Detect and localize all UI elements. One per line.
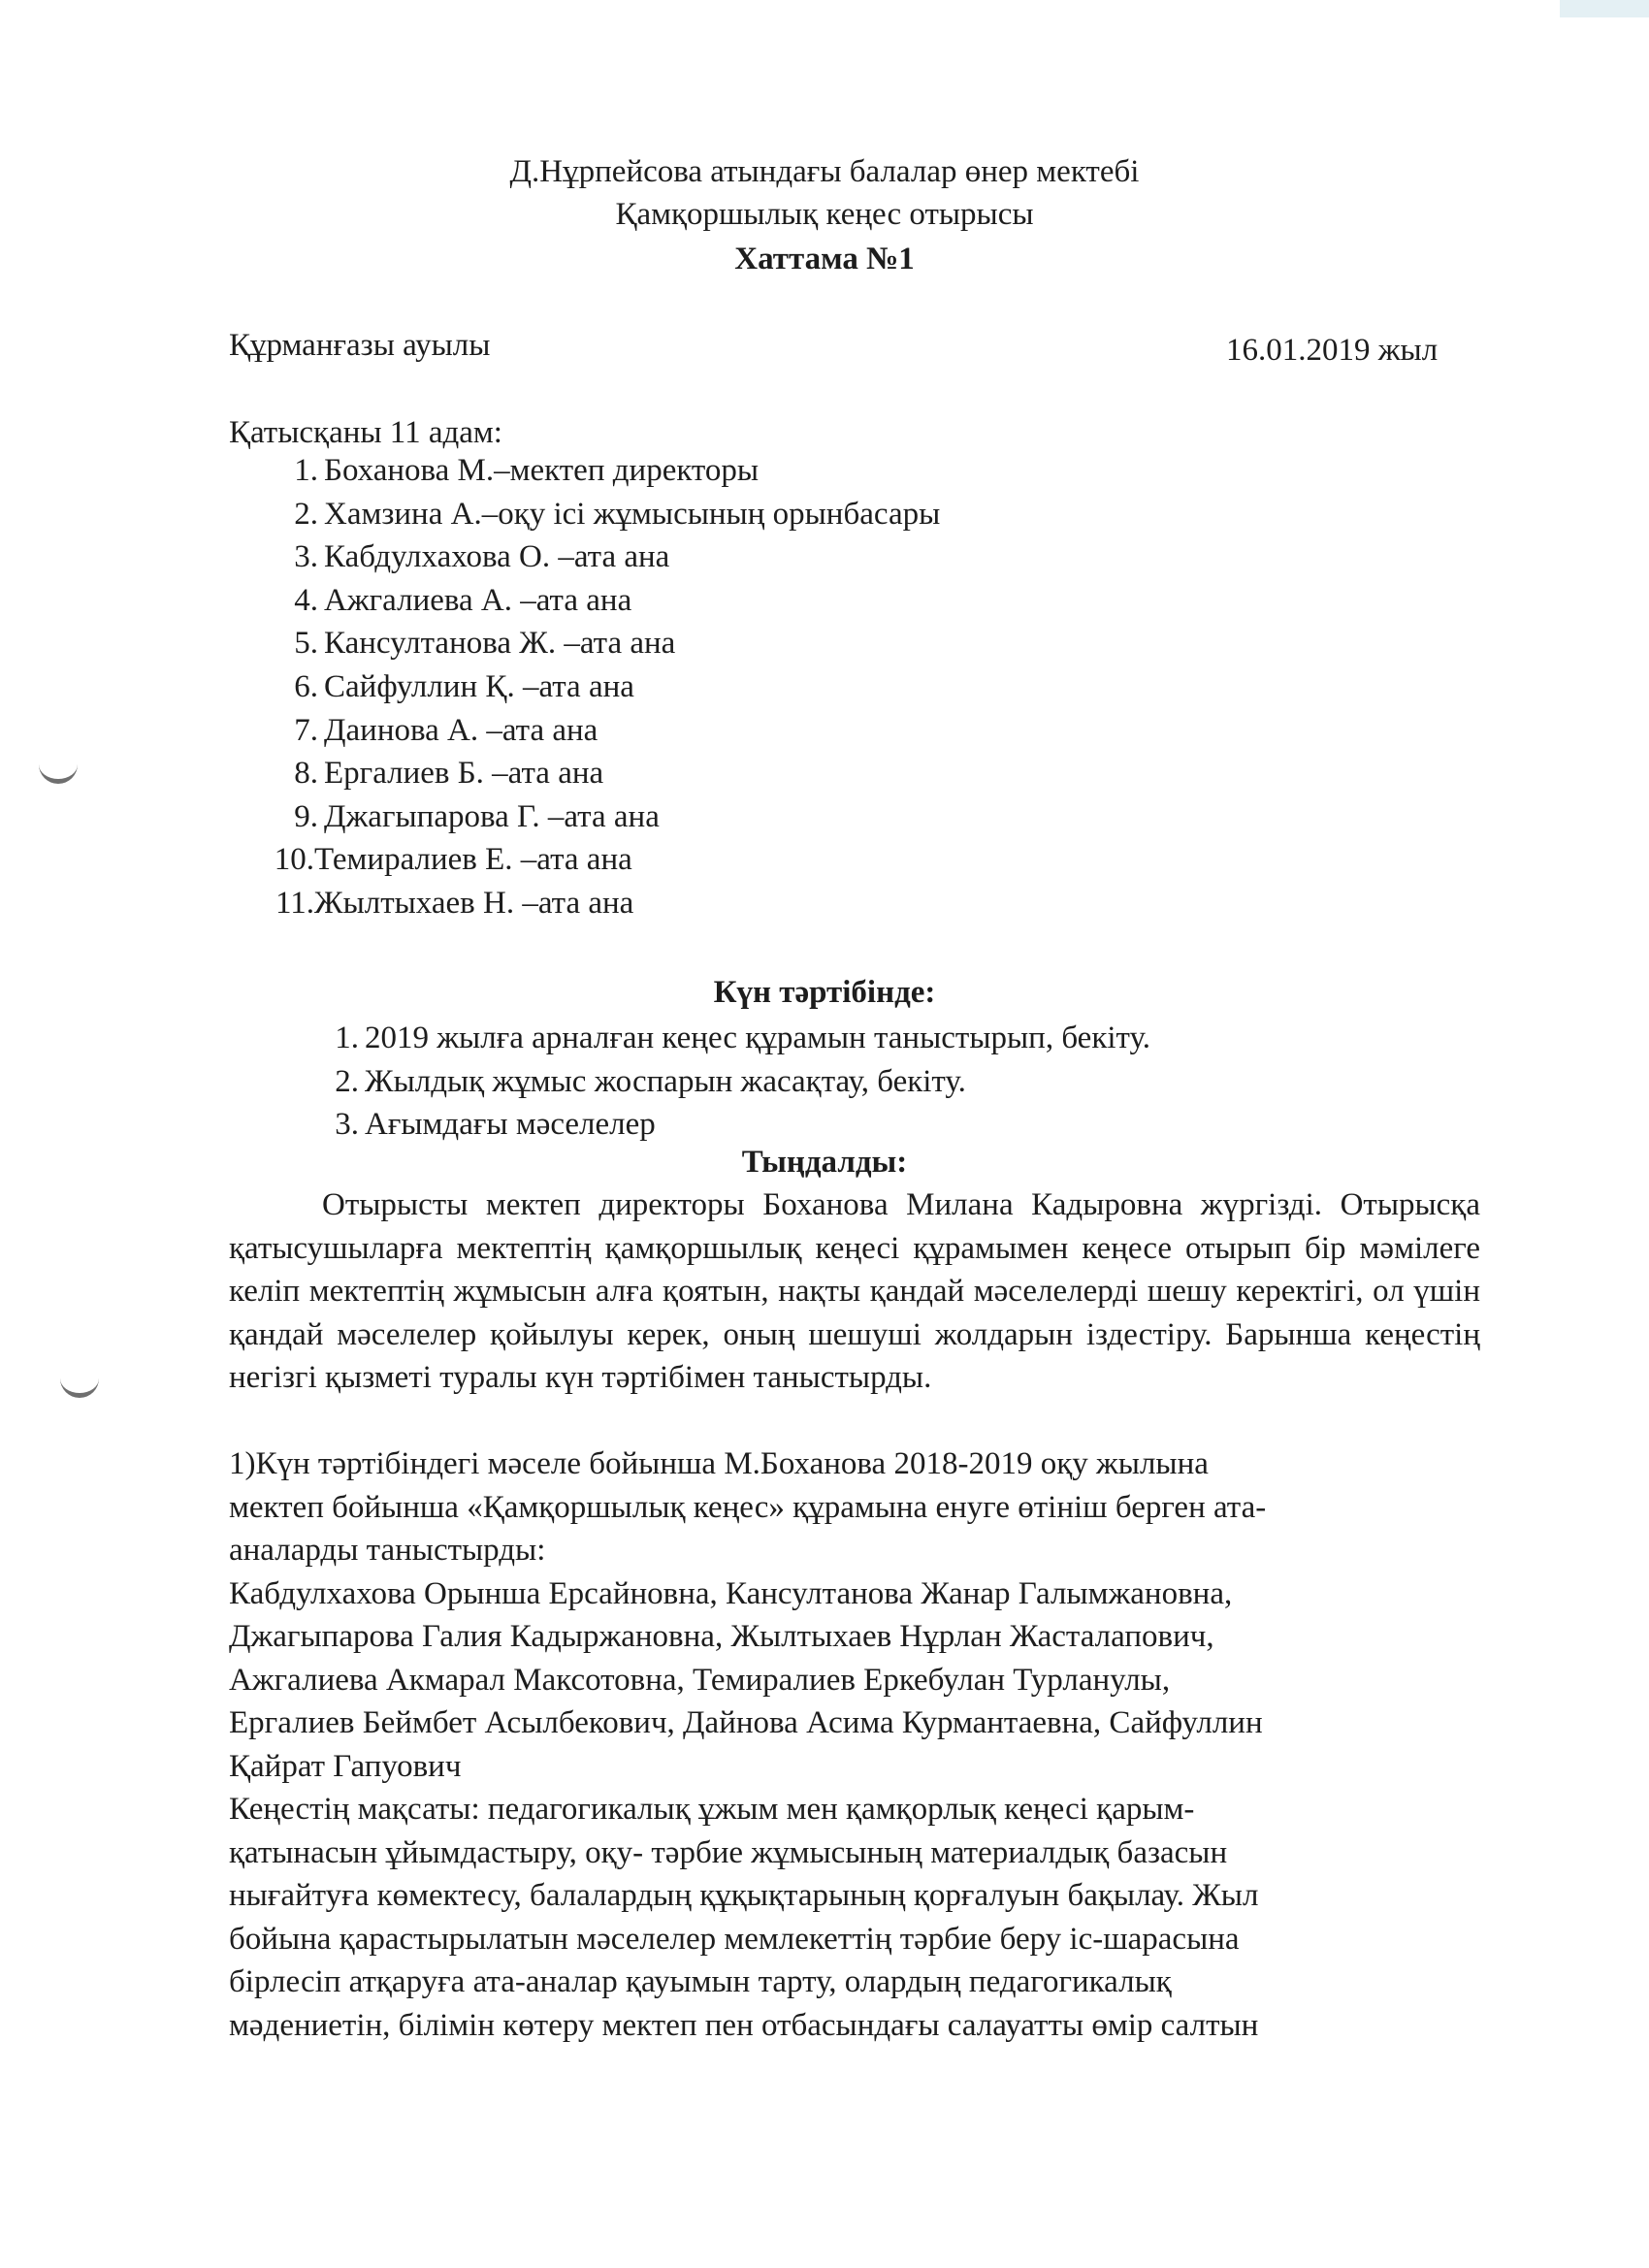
text-line: мектеп бойынша «Қамқоршылық кеңес» құрамына енуге өтініш берген ата- <box>229 1489 1267 1525</box>
heard-heading: Тыңдалды: <box>741 1145 908 1180</box>
text-line: мәдениетін, білімін көтеру мектеп пен отбасындағы салауатты өмір салтын <box>229 2007 1259 2043</box>
location: Құрманғазы ауылы <box>229 328 491 363</box>
text-line: аналарды таныстырды: <box>229 1533 546 1568</box>
list-item: 7. Даинова А. –ата ана <box>294 712 598 748</box>
list-item: 10.Темиралиев Е. –ата ана <box>274 842 632 878</box>
text-line: Кабдулхахова Орынша Ерсайновна, Кансултанова Жанар Галымжановна, <box>229 1575 1233 1611</box>
agenda-list <box>308 1017 1150 1147</box>
body-paragraph <box>229 1442 1480 2047</box>
list-item: 3. Кабдулхахова О. –ата ана <box>294 539 670 575</box>
body-paragraph: Отырысты мектеп директоры Боханова Милана Кадыровна жүргізді. Отырысқа қатысушыларға мектептің қамқоршылық кеңесі құрамымен кеңесе отырып бір мәмілеге келіп мектептің жұмысын алға қоятын, нақты қандай мәселелерді шешу керектігі, ол үшін қандай мәселелер қойылуы керек, оның шешуші жолдарын іздестіру. Барынша кеңестің негізгі қызметі туралы күн тәртібімен таныстырды. <box>229 1187 1480 1395</box>
list-item: 11.Жылтыхаев Н. –ата ана <box>275 885 634 921</box>
list-item: 6. Сайфуллин Қ. –ата ана <box>294 668 634 704</box>
list-item: 2. Жылдық жұмыс жоспарын жасақтау, бекіту. <box>335 1063 966 1099</box>
meeting-title: Қамқоршылық кеңес отырысы <box>615 197 1034 232</box>
hole-punch-mark <box>39 754 78 784</box>
list-item: 4. Ажгалиева А. –ата ана <box>294 582 632 618</box>
attendee-list <box>268 449 940 925</box>
text-line: бойына қарастырылатын мәселелер мемлекеттің тәрбие беру іс-шарасына <box>229 1921 1240 1957</box>
agenda-heading: Күн тәртібінде: <box>713 975 936 1010</box>
text-line: Кеңестің мақсаты: педагогикалық ұжым мен қамқорлық кеңесі қарым- <box>229 1792 1195 1827</box>
document-date: 16.01.2019 жыл <box>1226 333 1439 368</box>
attendance-heading: Қатысқаны 11 адам: <box>229 415 502 450</box>
text-line: Қайрат Гапуович <box>229 1748 462 1784</box>
text-line: бірлесіп атқаруға ата-аналар қауымын тарту, олардың педагогикалық <box>229 1964 1172 1999</box>
list-item: 8. Ергалиев Б. –ата ана <box>294 756 604 792</box>
text-line: қатынасын ұйымдастыру, оқу- тәрбие жұмысының материалдық базасын <box>229 1834 1228 1870</box>
protocol-title: Хаттама №1 <box>734 242 915 276</box>
list-item: 2. Хамзина А.–оқу ісі жұмысының орынбасары <box>294 496 941 532</box>
list-item: 9. Джагыпарова Г. –ата ана <box>294 798 660 834</box>
scan-corner-mark <box>1560 0 1649 17</box>
text-line: 1)Күн тәртібіндегі мәселе бойынша М.Боханова 2018-2019 оқу жылына <box>229 1446 1209 1481</box>
text-line: Джагыпарова Галия Кадыржановна, Жылтыхаев Нұрлан Жасталапович, <box>229 1619 1214 1654</box>
list-item: 1. Боханова М.–мектеп директоры <box>294 453 760 488</box>
text-line: Ергалиев Беймбет Асылбекович, Дайнова Асима Курмантаевна, Сайфуллин <box>229 1705 1263 1740</box>
text-line: Ажгалиева Акмарал Максотовна, Темиралиев Еркебулан Турланулы, <box>229 1662 1171 1698</box>
list-item: 3. Ағымдағы мәселелер <box>335 1107 656 1143</box>
list-item: 1. 2019 жылға арналған кеңес құрамын таныстырып, бекіту. <box>335 1021 1150 1055</box>
hole-punch-mark <box>60 1368 99 1398</box>
list-item: 5. Кансултанова Ж. –ата ана <box>294 626 676 662</box>
text-line: нығайтуға көмектесу, балалардың құқықтарының қорғалуын бақылау. Жыл <box>229 1878 1259 1913</box>
school-name: Д.Нұрпейсова атындағы балалар өнер мектебі <box>509 154 1140 189</box>
